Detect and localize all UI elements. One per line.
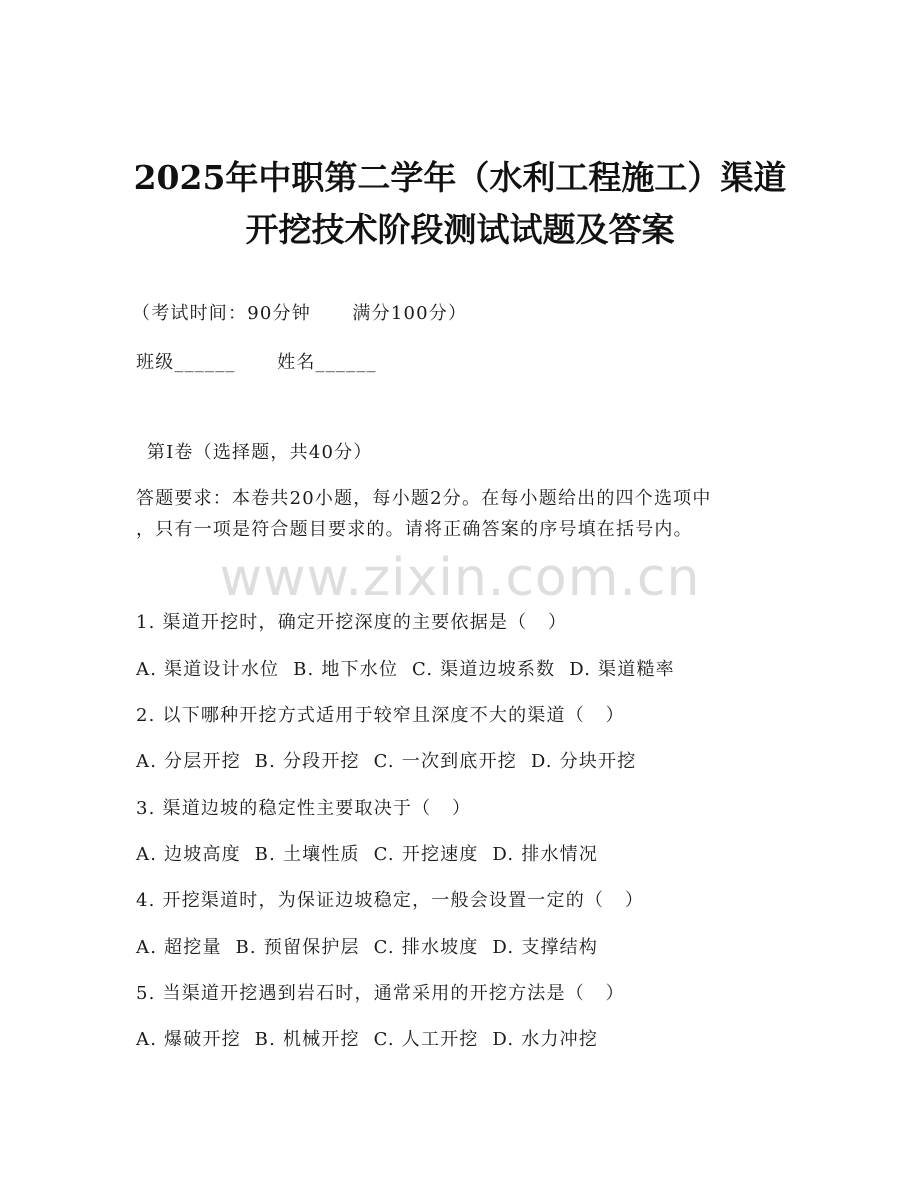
exam-info: （考试时间：90分钟 满分100分） <box>132 303 468 324</box>
question-2-stem: 2. 以下哪种开挖方式适用于较窄且深度不大的渠道（ ） <box>136 705 625 726</box>
instructions-line-1: 答题要求：本卷共20小题，每小题2分。在每小题给出的四个选项中 <box>136 488 712 509</box>
watermark: www.zixin.com.cn <box>219 548 701 608</box>
question-4-stem: 4. 开挖渠道时，为保证边坡稳定，一般会设置一定的（ ） <box>136 890 645 911</box>
document-title-line-1: 2025年中职第二学年（水利工程施工）渠道 <box>133 158 787 197</box>
question-5-stem: 5. 当渠道开挖遇到岩石时，通常采用的开挖方法是（ ） <box>136 983 625 1004</box>
question-1-stem: 1. 渠道开挖时，确定开挖深度的主要依据是（ ） <box>136 612 568 633</box>
class-name-fields: 班级______ 姓名______ <box>136 352 377 373</box>
document-title-line-2: 开挖技术阶段测试试题及答案 <box>245 210 675 249</box>
question-1-options: A. 渠道设计水位 B. 地下水位 C. 渠道边坡系数 D. 渠道糙率 <box>136 659 675 680</box>
section-title: 第Ⅰ卷（选择题，共40分） <box>140 442 373 463</box>
question-3-stem: 3. 渠道边坡的稳定性主要取决于（ ） <box>136 798 472 819</box>
question-4-options: A. 超挖量 B. 预留保护层 C. 排水坡度 D. 支撑结构 <box>136 937 599 958</box>
question-3-options: A. 边坡高度 B. 土壤性质 C. 开挖速度 D. 排水情况 <box>136 844 599 865</box>
question-5-options: A. 爆破开挖 B. 机械开挖 C. 人工开挖 D. 水力冲挖 <box>136 1029 599 1050</box>
instructions-line-2: ，只有一项是符合题目要求的。请将正确答案的序号填在括号内。 <box>136 519 693 540</box>
question-2-options: A. 分层开挖 B. 分段开挖 C. 一次到底开挖 D. 分块开挖 <box>136 751 637 772</box>
